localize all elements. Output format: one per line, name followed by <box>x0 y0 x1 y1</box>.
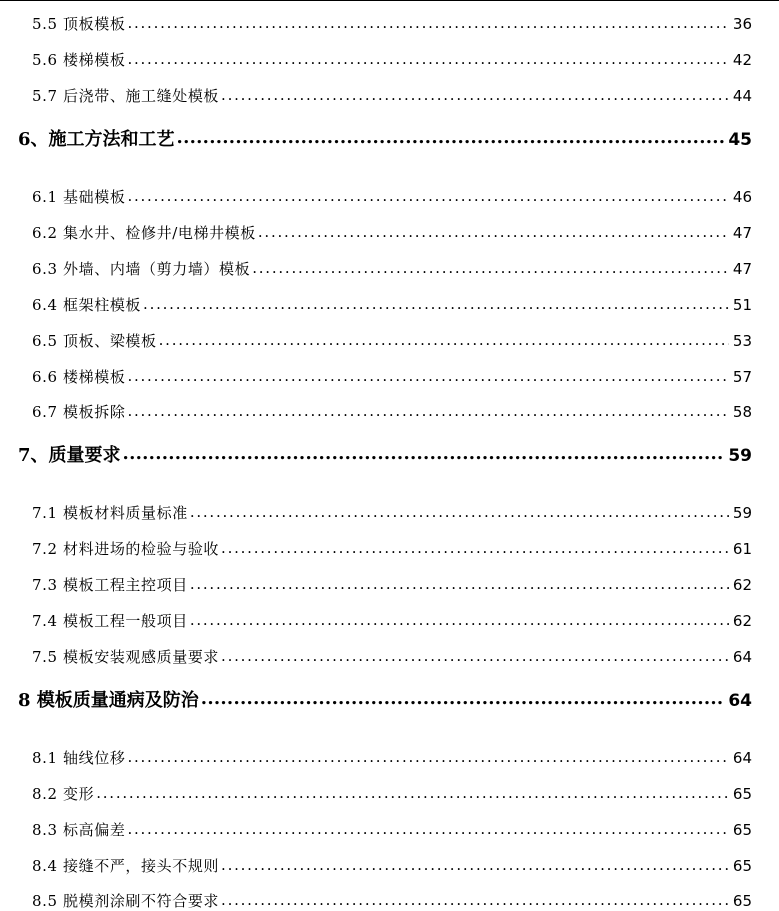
toc-entry-page: 65 <box>732 857 752 875</box>
toc-entry-label: 5.5 顶板模板 <box>32 15 126 33</box>
toc-entry-page: 57 <box>732 368 752 386</box>
toc-entry[interactable] <box>32 819 752 840</box>
toc-chapter-page: 45 <box>728 130 752 150</box>
toc-entry-page: 44 <box>732 87 752 105</box>
toc-entry-label: 6.2 集水井、检修井/电梯井模板 <box>32 224 256 242</box>
toc-chapter[interactable] <box>18 686 752 712</box>
dot-leader <box>127 50 728 65</box>
toc-entry[interactable] <box>32 538 752 559</box>
toc-entry-label: 6.4 框架柱模板 <box>32 296 142 314</box>
dot-leader <box>258 223 729 238</box>
dot-leader <box>127 402 728 417</box>
dot-leader <box>143 295 729 310</box>
toc-entry-label: 6.3 外墙、内墙（剪力墙）模板 <box>32 260 251 278</box>
dot-leader <box>127 187 728 202</box>
toc-entry-label: 8.2 变形 <box>32 785 95 803</box>
toc-entry-page: 58 <box>732 403 752 421</box>
toc-entry-label: 7.1 模板材料质量标准 <box>32 504 188 522</box>
toc-entry-label: 8.1 轴线位移 <box>32 749 126 767</box>
toc-entry[interactable] <box>32 330 752 351</box>
toc-chapter-label: 7、质量要求 <box>18 445 121 466</box>
dot-leader <box>127 820 728 835</box>
toc-entry-page: 53 <box>732 332 752 350</box>
toc-entry-label: 5.6 楼梯模板 <box>32 51 126 69</box>
toc-entry-page: 47 <box>732 260 752 278</box>
toc-entry-page: 61 <box>732 540 752 558</box>
toc-entry[interactable] <box>32 401 752 422</box>
toc-entry-page: 64 <box>732 648 752 666</box>
toc-entry[interactable] <box>32 222 752 243</box>
toc-chapter[interactable] <box>18 125 752 151</box>
toc-entry[interactable] <box>32 13 752 34</box>
toc-entry[interactable] <box>32 85 752 106</box>
toc-entry-label: 6.1 基础模板 <box>32 188 126 206</box>
toc-entry-label: 8.4 接缝不严，接头不规则 <box>32 857 220 875</box>
toc-entry[interactable] <box>32 366 752 387</box>
dot-leader <box>190 575 729 590</box>
toc-entry[interactable] <box>32 186 752 207</box>
toc-entry-page: 42 <box>732 51 752 69</box>
dot-leader <box>221 891 729 906</box>
toc-entry-page: 64 <box>732 749 752 767</box>
toc-entry-page: 62 <box>732 612 752 630</box>
dot-leader <box>221 86 729 101</box>
toc-entry[interactable] <box>32 890 752 911</box>
toc-entry-page: 62 <box>732 576 752 594</box>
toc-entry-page: 51 <box>732 296 752 314</box>
toc-entry-label: 6.7 模板拆除 <box>32 403 126 421</box>
toc-entry[interactable] <box>32 502 752 523</box>
toc-entry[interactable] <box>32 258 752 279</box>
toc-entry[interactable] <box>32 294 752 315</box>
dot-leader <box>127 14 728 29</box>
toc-entry-label: 6.5 顶板、梁模板 <box>32 332 157 350</box>
toc-chapter-page: 59 <box>728 446 752 466</box>
toc-entry-page: 65 <box>732 785 752 803</box>
toc-chapter-label: 8 模板质量通病及防治 <box>18 690 199 711</box>
dot-leader <box>190 611 729 626</box>
toc-chapter[interactable] <box>18 441 752 467</box>
toc-entry[interactable] <box>32 574 752 595</box>
toc-chapter-page: 64 <box>728 691 752 711</box>
toc-entry-page: 65 <box>732 892 752 910</box>
dot-leader <box>127 748 728 763</box>
toc-entry[interactable] <box>32 610 752 631</box>
dot-leader <box>221 856 729 871</box>
dot-leader <box>190 503 729 518</box>
toc-entry-label: 6.6 楼梯模板 <box>32 368 126 386</box>
dot-leader <box>177 127 725 145</box>
toc-entry[interactable] <box>32 747 752 768</box>
toc-entry-page: 59 <box>732 504 752 522</box>
toc-chapter-label: 6、施工方法和工艺 <box>18 129 175 150</box>
toc-entry-label: 7.2 材料进场的检验与验收 <box>32 540 220 558</box>
toc-entry-label: 8.5 脱模剂涂刷不符合要求 <box>32 892 220 910</box>
toc-entry-page: 36 <box>732 15 752 33</box>
toc-entry[interactable] <box>32 49 752 70</box>
toc-entry-page: 46 <box>732 188 752 206</box>
toc-entry-page: 65 <box>732 821 752 839</box>
dot-leader <box>127 367 728 382</box>
dot-leader <box>159 331 729 346</box>
toc-entry[interactable] <box>32 646 752 667</box>
toc-entry-label: 5.7 后浇带、施工缝处模板 <box>32 87 220 105</box>
dot-leader <box>96 784 729 799</box>
toc-entry-page: 47 <box>732 224 752 242</box>
dot-leader <box>123 443 725 461</box>
toc-entry-label: 7.3 模板工程主控项目 <box>32 576 188 594</box>
dot-leader <box>221 647 729 662</box>
dot-leader <box>201 688 725 706</box>
toc-entry-label: 7.4 模板工程一般项目 <box>32 612 188 630</box>
toc-entry[interactable] <box>32 855 752 876</box>
dot-leader <box>252 259 729 274</box>
toc-entry-label: 7.5 模板安装观感质量要求 <box>32 648 220 666</box>
toc-entry-label: 8.3 标高偏差 <box>32 821 126 839</box>
dot-leader <box>221 539 729 554</box>
toc-entry[interactable] <box>32 783 752 804</box>
